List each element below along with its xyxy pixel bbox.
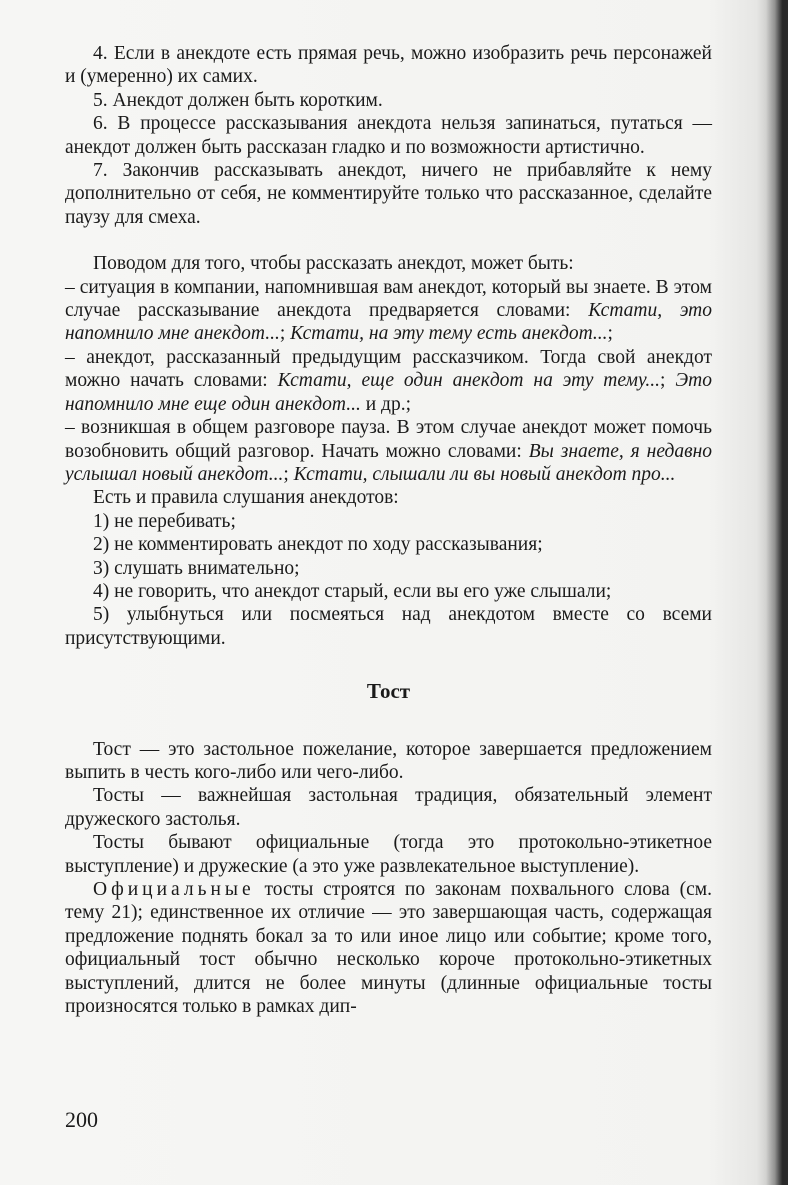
- paragraph: 7. Закончив рассказывать анекдот, ничего не прибавляйте к нему дополнительно от себя, не комментируйте только что рассказанное, сделайте паузу для смеха.: [65, 160, 712, 228]
- paragraph: Тост — это застольное пожелание, которое завершается предложением выпить в честь кого-либо или чего-либо.: [65, 738, 712, 783]
- text: – возникшая в общем разговоре пауза. В этом случае анекдот может помочь возобновить общий разговор. Начать можно словами:: [65, 417, 712, 462]
- paragraph-occasion-2: [65, 346, 712, 416]
- book-spine-shadow: [766, 0, 788, 1185]
- example-phrase: Это напомнило мне еще один анекдот...: [65, 370, 712, 415]
- list-item: 5) улыбнуться или посмеяться над анекдотом вместе со всеми присутствующими.: [65, 604, 712, 649]
- list-item: 3) слушать внимательно;: [93, 557, 300, 579]
- paragraph-official: [65, 878, 712, 1018]
- paragraph: 5. Анекдот должен быть коротким.: [93, 89, 383, 111]
- paragraph: Тосты — важнейшая застольная традиция, обязательный элемент дружеского застолья.: [65, 785, 712, 830]
- paragraph-listening-intro: Есть и правила слушания анекдотов:: [93, 487, 399, 509]
- paragraph-occasion-intro: Поводом для того, чтобы рассказать анекдот, может быть:: [93, 253, 574, 275]
- text: ;: [279, 323, 291, 345]
- text: тосты строятся по законам похвального слова (см. тему 21); единственное их отличие — это завершающая часть, содержащая предложение поднять бокал за то или иное лицо или событие; кроме того, официальный тост обычно несколько короче протокольно-этикетных выступлений, длится не более минуты (длинные официальные тосты произносятся только в рамках дип-: [65, 879, 712, 1018]
- example-phrase: Вы знаете, я недавно услышал новый анекдот...: [65, 440, 713, 485]
- list-item: 2) не комментировать анекдот по ходу рассказывания;: [93, 534, 543, 556]
- text: ;: [283, 463, 294, 485]
- paragraph: 6. В процессе рассказывания анекдота нельзя запинаться, путаться — анекдот должен быть рассказан гладко и по возможности артистично.: [65, 113, 712, 158]
- list-item: 1) не перебивать;: [93, 510, 236, 532]
- page-number: 200: [65, 1107, 98, 1132]
- example-phrase: Кстати, на эту тему есть анекдот...: [290, 323, 608, 345]
- paragraph-occasion-1: [65, 276, 712, 346]
- section-heading: Тост: [366, 679, 411, 704]
- paragraph: 4. Если в анекдоте есть прямая речь, можно изобразить речь персонажей и (умеренно) их самих.: [65, 43, 712, 88]
- text: – анекдот, рассказанный предыдущим рассказчиком. Тогда свой анекдот можно начать словами:: [65, 346, 712, 392]
- text: и др.;: [360, 393, 412, 415]
- text: – ситуация в компании, напомнившая вам анекдот, который вы знаете. В этом случае рассказывание анекдота предваряется словами:: [65, 276, 712, 322]
- example-phrase: Кстати, слышали ли вы новый анекдот про...: [293, 463, 676, 485]
- text: ;: [660, 370, 676, 392]
- example-phrase: Кстати, еще один анекдот на эту тему...: [277, 370, 661, 392]
- page-text: [65, 42, 712, 1018]
- list-item: 4) не говорить, что анекдот старый, если вы его уже слышали;: [93, 580, 612, 602]
- spacer: [65, 229, 712, 252]
- paragraph-occasion-3: [65, 416, 712, 486]
- paragraph: Тосты бывают официальные (тогда это протокольно-этикетное выступление) и дружеские (а это уже развлекательное выступление).: [65, 832, 712, 877]
- example-phrase: Кстати, это напомнило мне анекдот...: [65, 300, 712, 345]
- text: ;: [607, 323, 613, 345]
- spaced-term: Официальные: [93, 879, 255, 900]
